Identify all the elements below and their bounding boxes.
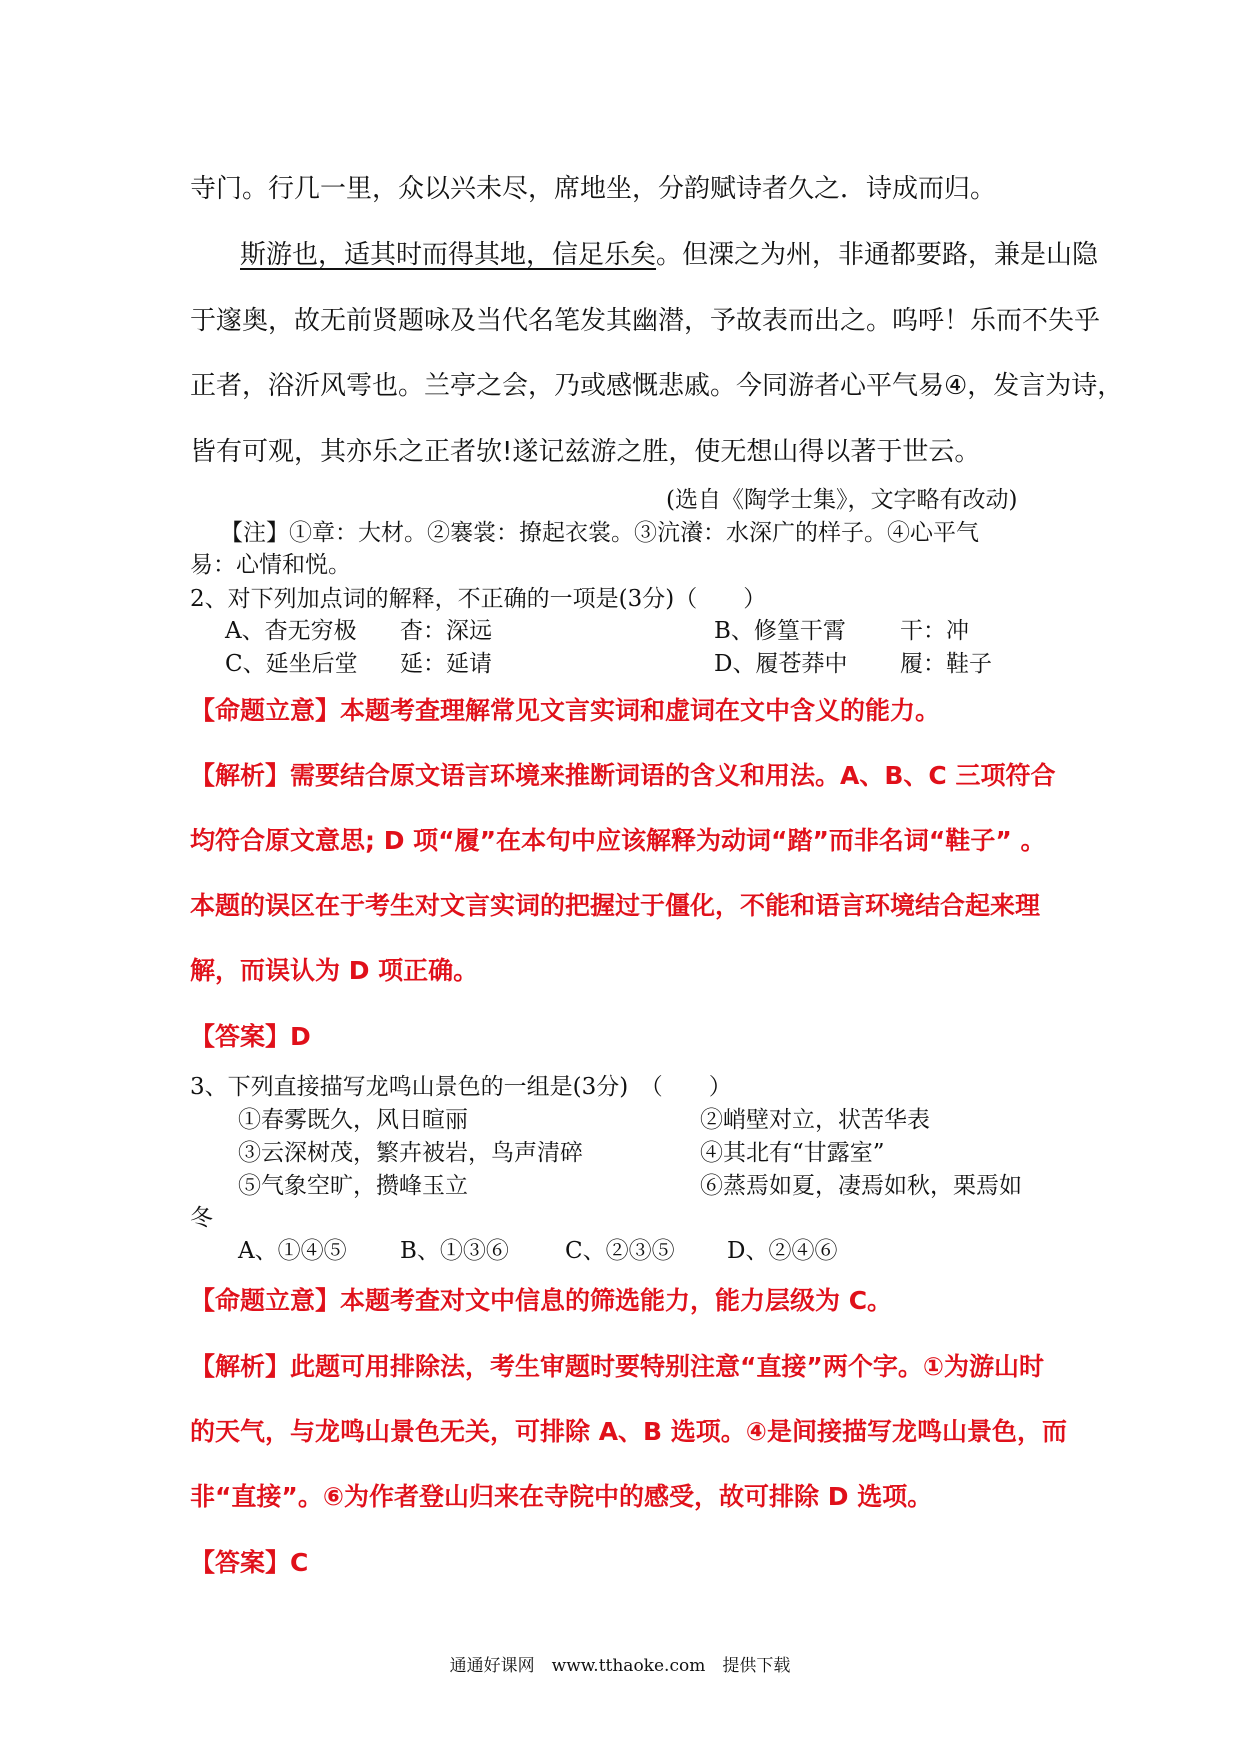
q2-analysis-4: 解，而误认为 D 项正确。 bbox=[190, 956, 479, 985]
q3-analysis-2: 的天气，与龙鸣山景色无关，可排除 A、B 选项。④是间接描写龙鸣山景色，而 bbox=[190, 1417, 1067, 1446]
q3-item-2: ②峭壁对立，状苦华表 bbox=[700, 1107, 930, 1133]
q2-option-a-def: 杳：深远 bbox=[400, 618, 492, 644]
q3-item-5: ⑤气象空旷，攒峰玉立 bbox=[238, 1173, 468, 1199]
q3-option-b: B、①③⑥ bbox=[400, 1238, 509, 1264]
q2-option-b-def: 干：冲 bbox=[900, 618, 969, 644]
passage-line-3: 于邃奥，故无前贤题咏及当代名笔发其幽潜，予故表而出之。呜呼！乐而不失乎 bbox=[190, 306, 1101, 336]
q3-stem: 3、下列直接描写龙鸣山景色的一组是(3分) （ ） bbox=[190, 1074, 732, 1100]
q2-option-a: A、杳无穷极 bbox=[225, 618, 357, 644]
underlined-sentence: 斯游也，适其时而得其地，信足乐矣 bbox=[240, 240, 657, 270]
q3-item-4: ④其北有“甘露室” bbox=[700, 1140, 885, 1166]
source-citation: (选自《陶学士集》，文字略有改动) bbox=[666, 487, 1018, 513]
passage-line-2-rest: 。但溧之为州，非通都要路，兼是山隐 bbox=[656, 240, 1099, 270]
passage-line-4: 正者，浴沂风雩也。兰亭之会，乃或感慨悲戚。今同游者心平气易④，发言为诗， bbox=[190, 371, 1124, 401]
q2-option-b: B、修篁干霄 bbox=[714, 618, 846, 644]
page-footer: 通通好课网 www.tthaoke.com 提供下载 bbox=[449, 1656, 791, 1676]
q3-option-d: D、②④⑥ bbox=[727, 1238, 838, 1264]
notes-line-2: 易：心情和悦。 bbox=[190, 552, 351, 578]
q3-option-c: C、②③⑤ bbox=[565, 1238, 675, 1264]
q3-answer: 【答案】C bbox=[190, 1548, 309, 1577]
q2-analysis-2: 均符合原文意思; D 项“履”在本句中应该解释为动词“踏”而非名词“鞋子” 。 bbox=[190, 826, 1046, 855]
q3-item-6: ⑥蒸焉如夏，凄焉如秋，栗焉如 bbox=[700, 1173, 1022, 1199]
q2-option-d: D、履苍莽中 bbox=[714, 651, 848, 677]
q3-analysis-1: 【解析】此题可用排除法，考生审题时要特别注意“直接”两个字。①为游山时 bbox=[190, 1352, 1045, 1381]
q2-answer: 【答案】D bbox=[190, 1022, 311, 1051]
q3-option-a: A、①④⑤ bbox=[238, 1238, 347, 1264]
passage-line-2 bbox=[240, 234, 1098, 271]
q2-option-c: C、延坐后堂 bbox=[225, 651, 358, 677]
q3-item-6-continued: 冬 bbox=[190, 1205, 213, 1231]
notes-line-1: 【注】①章：大材。②褰裳：撩起衣裳。③沆瀁：水深广的样子。④心平气 bbox=[220, 520, 979, 546]
q3-item-1: ①春雾既久，风日暄丽 bbox=[238, 1107, 468, 1133]
q2-analysis-1: 【解析】需要结合原文语言环境来推断词语的含义和用法。A、B、C 三项符合 bbox=[190, 761, 1056, 790]
q3-item-3: ③云深树茂，繁卉被岩，鸟声清碎 bbox=[238, 1140, 583, 1166]
q2-option-d-def: 履：鞋子 bbox=[900, 651, 992, 677]
q2-option-c-def: 延：延请 bbox=[400, 651, 492, 677]
passage-line-5: 皆有可观，其亦乐之正者欤!遂记兹游之胜，使无想山得以著于世云。 bbox=[190, 437, 981, 467]
passage-line-1: 寺门。行几一里，众以兴未尽，席地坐，分韵赋诗者久之．诗成而归。 bbox=[190, 174, 997, 204]
q3-intent: 【命题立意】本题考查对文中信息的筛选能力，能力层级为 C。 bbox=[190, 1286, 893, 1315]
q3-analysis-3: 非“直接”。⑥为作者登山归来在寺院中的感受，故可排除 D 选项。 bbox=[190, 1482, 933, 1511]
q2-stem: 2、对下列加点词的解释，不正确的一项是(3分)（ ） bbox=[190, 586, 767, 612]
q2-intent: 【命题立意】本题考查理解常见文言实词和虚词在文中含义的能力。 bbox=[190, 696, 941, 725]
q2-analysis-3: 本题的误区在于考生对文言实词的把握过于僵化，不能和语言环境结合起来理 bbox=[190, 891, 1041, 920]
